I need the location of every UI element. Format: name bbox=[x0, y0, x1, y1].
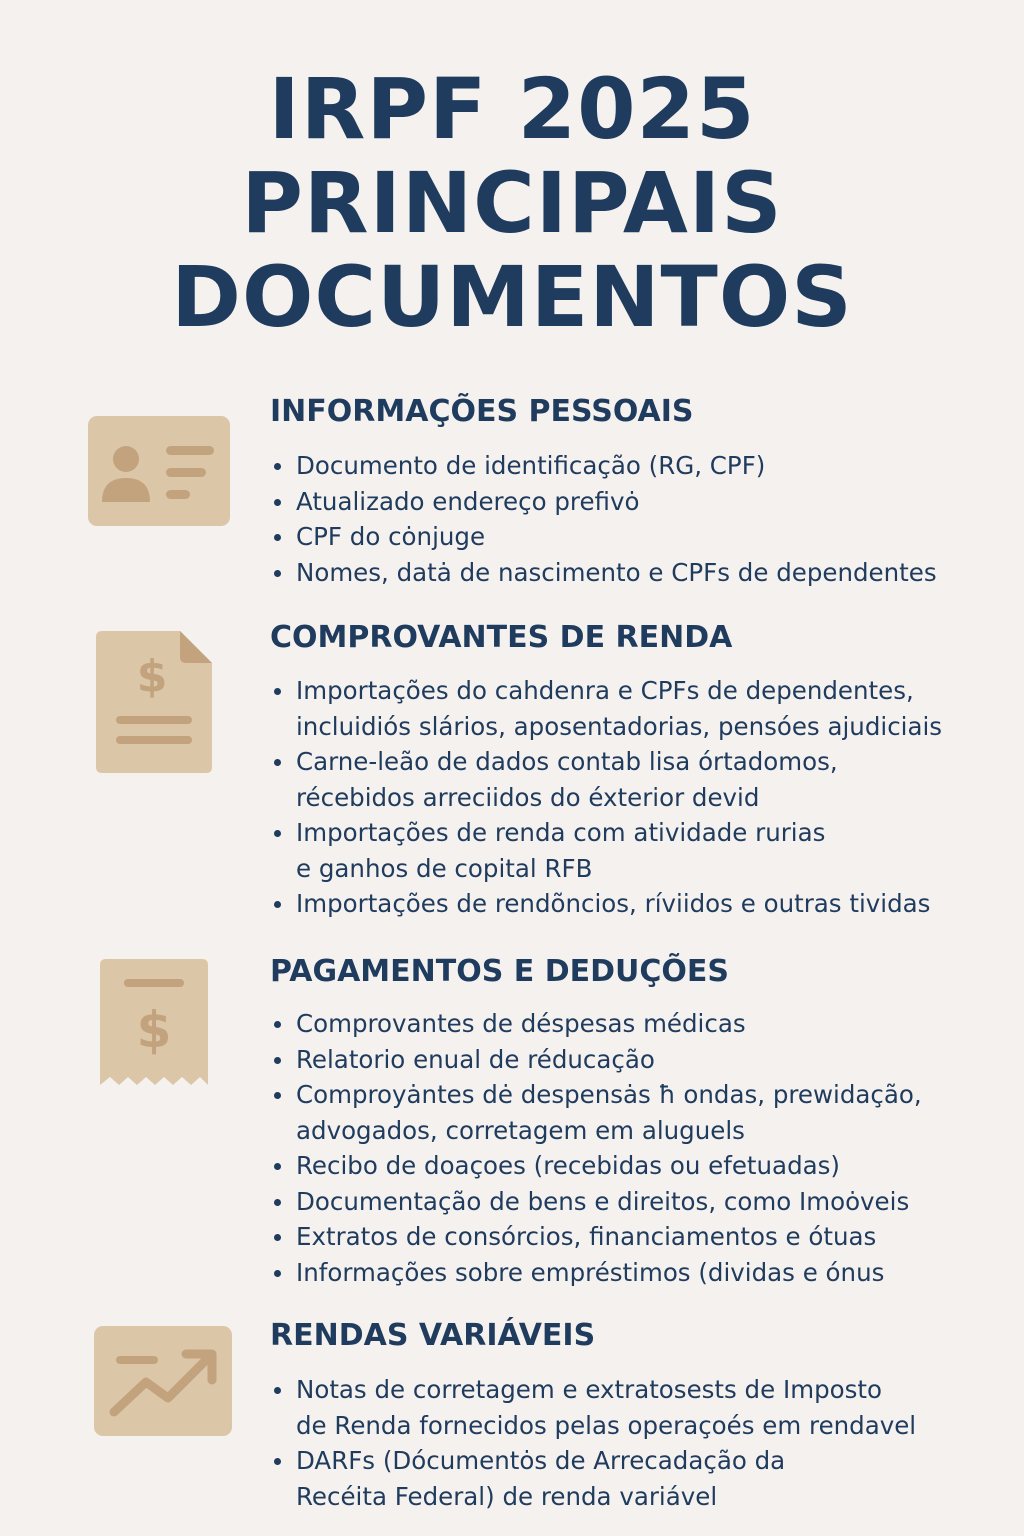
list-item: Atualizado endereço prefivȯ bbox=[270, 484, 1010, 520]
item-list bbox=[270, 448, 1010, 590]
list-item: DARFs (Dócumentȯs de Arrecadação da Recéita Federal) de renda variável bbox=[270, 1443, 1010, 1514]
list-item: CPF do cȯnjuge bbox=[270, 519, 1010, 555]
id-card-icon bbox=[88, 416, 230, 526]
receipt-icon bbox=[100, 959, 208, 1085]
section-heading: PAGAMENTOS E DEDUÇÕES bbox=[270, 954, 729, 989]
section-heading: COMPROVANTES DE RENDA bbox=[270, 620, 733, 655]
item-list bbox=[270, 1006, 1010, 1290]
list-item: Importações de renda com atividade rurias e ganhos de copital RFB bbox=[270, 815, 1010, 886]
list-item: Importações do cahdenra e CPFs de dependentes, incluidiós slários, aposentadorias, pensóes ajudiciais bbox=[270, 673, 1010, 744]
svg-text:$: $ bbox=[136, 1001, 172, 1059]
item-list bbox=[270, 673, 1010, 922]
page-title bbox=[0, 62, 1024, 344]
income-document-icon bbox=[96, 631, 214, 773]
list-item: Relatorio enual de réducação bbox=[270, 1042, 1010, 1078]
title-line-2: PRINCIPAIS bbox=[241, 154, 783, 252]
trending-up-icon bbox=[94, 1326, 232, 1436]
list-item: Importações de rendõncios, ríviidos e outras tividas bbox=[270, 886, 1010, 922]
list-item: Documento de identificação (RG, CPF) bbox=[270, 448, 1010, 484]
item-list bbox=[270, 1372, 1010, 1514]
title-line-1: IRPF 2025 bbox=[268, 60, 756, 158]
title-line-3: DOCUMENTOS bbox=[171, 248, 853, 346]
list-item: Comproyȧntes dė despensȧs ħ ondas, prewidação, advogados, corretagem em aluguels bbox=[270, 1077, 1010, 1148]
svg-text:$: $ bbox=[136, 651, 168, 702]
list-item: Notas de corretagem e extratosests de Imposto de Renda fornecidos pelas operaçoés em rendavel bbox=[270, 1372, 1010, 1443]
list-item: Nomes, datȧ de nascimento e CPFs de dependentes bbox=[270, 555, 1010, 591]
list-item: Informações sobre empréstimos (dividas e ónus bbox=[270, 1255, 1010, 1291]
list-item: Carne-leão de dados contab lisa órtadomos, récebidos arreciidos do éxterior devid bbox=[270, 744, 1010, 815]
list-item: Recibo de doaçoes (recebidas ou efetuadas) bbox=[270, 1148, 1010, 1184]
list-item: Documentação de bens e direitos, como Imoȯveis bbox=[270, 1184, 1010, 1220]
list-item: Comprovantes de déspesas médicas bbox=[270, 1006, 1010, 1042]
section-heading: INFORMAÇÕES PESSOAIS bbox=[270, 394, 694, 429]
section-heading: RENDAS VARIÁVEIS bbox=[270, 1318, 596, 1353]
list-item: Extratos de consórcios, financiamentos e ótuas bbox=[270, 1219, 1010, 1255]
